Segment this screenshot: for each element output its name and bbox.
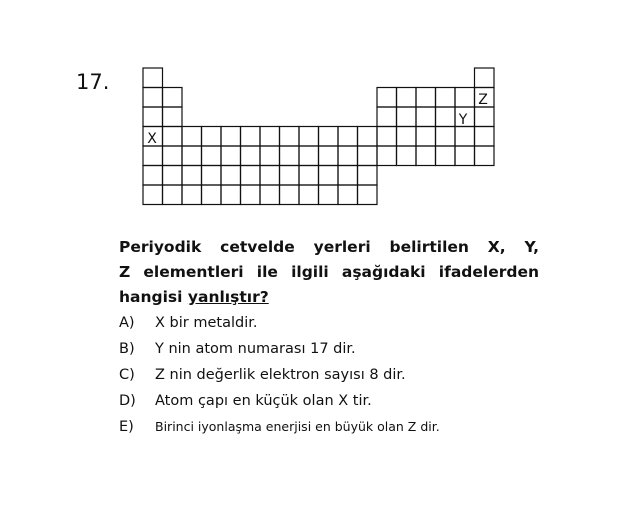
table-cell (397, 88, 417, 108)
table-cell (260, 166, 280, 186)
table-cell (163, 107, 183, 127)
table-cell (221, 185, 241, 205)
table-cell (319, 146, 339, 166)
element-y-label: Y (458, 112, 468, 128)
table-cell (182, 146, 202, 166)
table-cell (163, 88, 183, 108)
stem-line-3-text: hangisi (119, 288, 183, 306)
table-cell (260, 127, 280, 147)
table-cell (182, 185, 202, 205)
element-z-label: Z (478, 92, 488, 108)
table-cell (299, 127, 319, 147)
option-b[interactable] (119, 341, 356, 357)
option-e[interactable] (119, 419, 440, 435)
table-cell (202, 146, 222, 166)
table-cell (221, 127, 241, 147)
table-cell (163, 166, 183, 186)
option-e-letter: E) (119, 419, 134, 435)
question-number: 17. (76, 70, 110, 94)
table-cell (260, 185, 280, 205)
option-b-text: Y nin atom numarası 17 dir. (155, 341, 356, 357)
stem-line-3 (119, 285, 539, 310)
table-cell (377, 127, 397, 147)
table-cell (358, 185, 378, 205)
table-cell (397, 127, 417, 147)
table-cell (143, 185, 163, 205)
table-cell (163, 127, 183, 147)
option-a-text: X bir metaldir. (155, 315, 258, 331)
table-cell (338, 185, 358, 205)
table-cell (280, 146, 300, 166)
table-cell (241, 185, 261, 205)
table-cell (436, 127, 456, 147)
option-c-letter: C) (119, 367, 135, 383)
table-cell (455, 88, 475, 108)
option-d-letter: D) (119, 393, 136, 409)
table-cell (260, 146, 280, 166)
table-cell (221, 146, 241, 166)
table-cell (436, 88, 456, 108)
option-e-text: Birinci iyonlaşma enerjisi en büyük olan Z dir. (155, 419, 440, 434)
table-cell (338, 146, 358, 166)
table-cell (338, 166, 358, 186)
table-cell (143, 107, 163, 127)
table-cell (163, 185, 183, 205)
option-a-letter: A) (119, 315, 135, 331)
table-cell (143, 166, 163, 186)
option-c-text: Z nin değerlik elektron sayısı 8 dir. (155, 367, 406, 383)
table-cell (358, 127, 378, 147)
table-cell (475, 107, 495, 127)
table-cell (280, 185, 300, 205)
table-cell (455, 146, 475, 166)
option-b-letter: B) (119, 341, 135, 357)
table-cell (280, 127, 300, 147)
element-x-label: X (147, 131, 157, 147)
table-cell (241, 146, 261, 166)
table-cell (280, 166, 300, 186)
question-stem (119, 235, 539, 310)
table-cell (455, 127, 475, 147)
table-cell (202, 185, 222, 205)
table-cell (416, 107, 436, 127)
table-cell (416, 127, 436, 147)
table-cell (163, 146, 183, 166)
option-d-text: Atom çapı en küçük olan X tir. (155, 393, 372, 409)
table-cell (436, 107, 456, 127)
table-cell (221, 166, 241, 186)
table-cell (416, 146, 436, 166)
table-cell (319, 185, 339, 205)
stem-line-1: Periyodik cetvelde yerleri belirtilen X, Y, (119, 238, 539, 256)
option-a[interactable] (119, 315, 257, 331)
table-cell (475, 68, 495, 88)
table-cell (182, 166, 202, 186)
table-cell (416, 88, 436, 108)
table-cell (319, 127, 339, 147)
table-cell (202, 127, 222, 147)
option-d[interactable] (119, 393, 372, 409)
table-cell (377, 146, 397, 166)
option-c[interactable] (119, 367, 406, 383)
table-cell (143, 146, 163, 166)
table-cell (475, 127, 495, 147)
table-cell (338, 127, 358, 147)
table-cell (436, 146, 456, 166)
table-cell (358, 146, 378, 166)
table-cell (143, 88, 163, 108)
table-cell (299, 166, 319, 186)
table-cell (143, 68, 163, 88)
table-cell (475, 146, 495, 166)
table-cell (319, 166, 339, 186)
table-cell (241, 127, 261, 147)
table-cell (182, 127, 202, 147)
table-cell (299, 146, 319, 166)
table-cell (397, 146, 417, 166)
stem-line-2: Z elementleri ile ilgili aşağıdaki ifadelerden (119, 263, 539, 281)
table-cell (397, 107, 417, 127)
table-cell (377, 107, 397, 127)
table-cell (241, 166, 261, 186)
table-cell (202, 166, 222, 186)
table-cell (299, 185, 319, 205)
table-cell (377, 88, 397, 108)
table-cell (358, 166, 378, 186)
stem-emphasis: yanlıştır? (187, 288, 269, 306)
